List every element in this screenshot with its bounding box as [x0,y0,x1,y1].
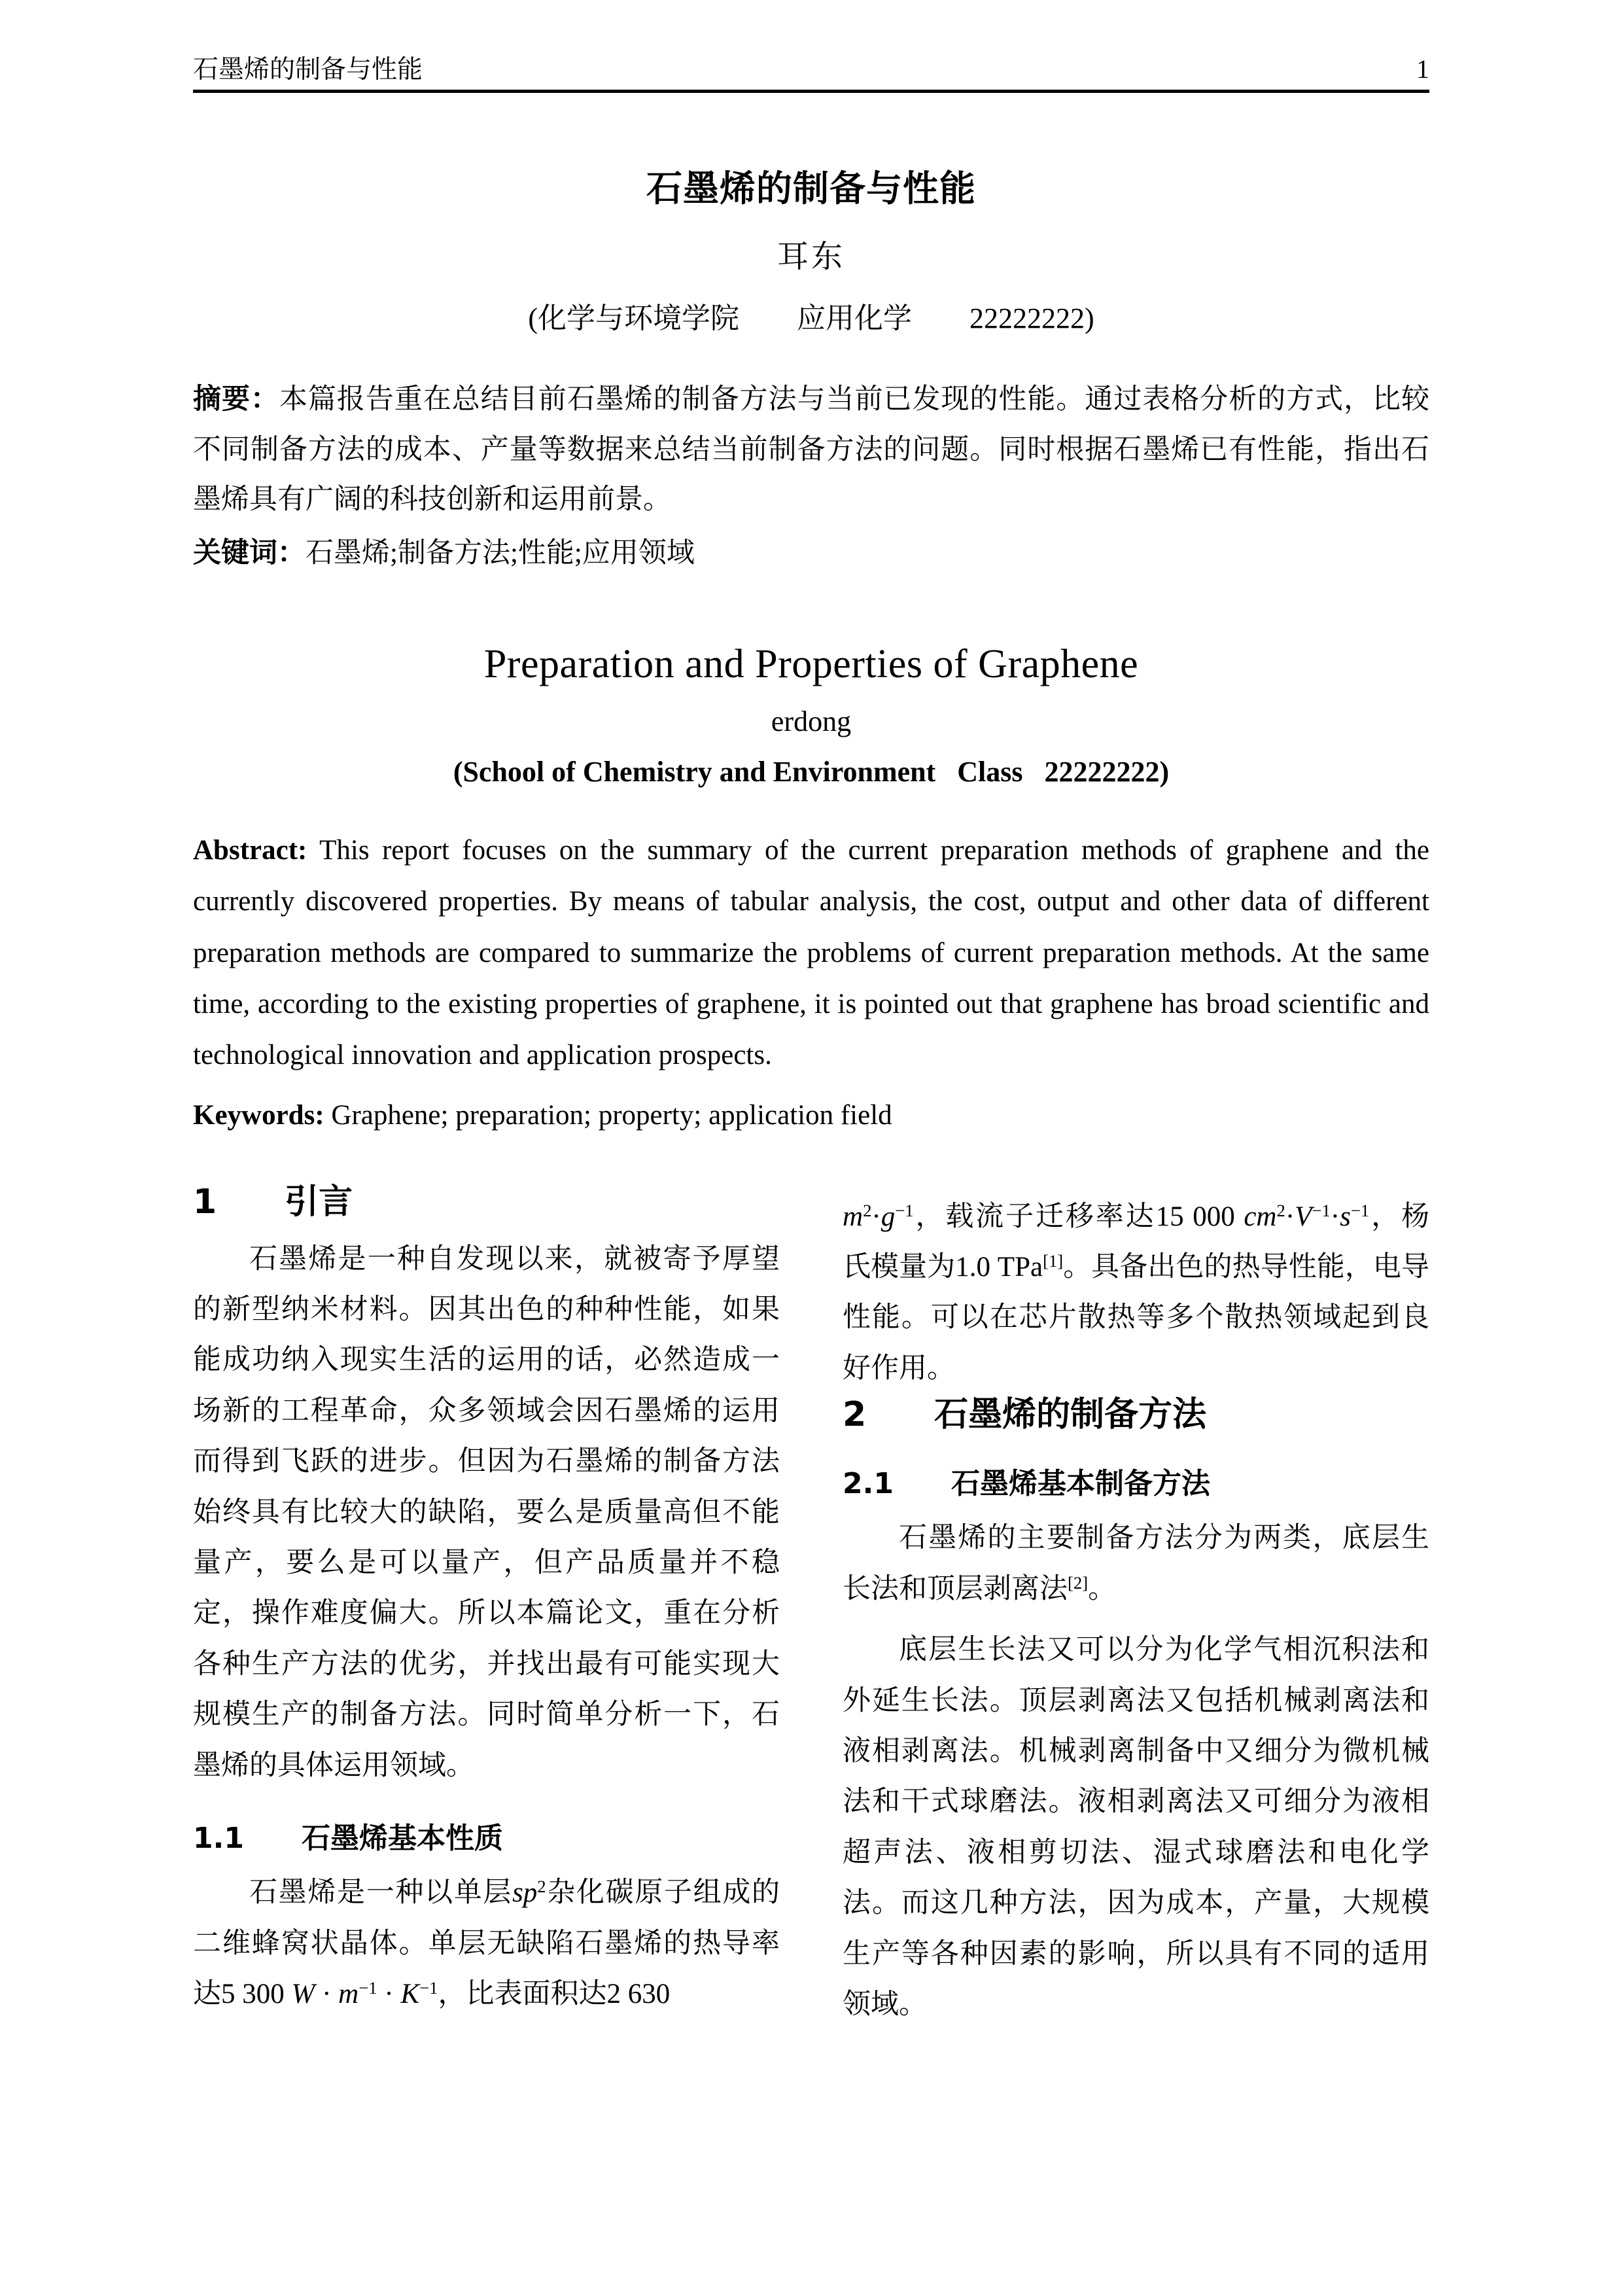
english-paper-title: Preparation and Properties of Graphene [483,642,1139,687]
paragraph-basic-properties-continued [843,1192,1429,1394]
english-author-name: erdong [771,705,852,738]
english-affiliation: (School of Chemistry and Environment Class 22222222) [453,756,1170,788]
english-abstract-block [193,825,1429,1142]
english-abstract-label: Abstract: [193,835,307,866]
para2cont-text-3: 。具备出色的热导性能，电导性能。可以在芯片散热等多个散热领域起到良好作用。 [843,1252,1429,1384]
paragraph-introduction: 石墨烯是一种自发现以来，就被寄予厚望的新型纳米材料。因其出色的种种性能，如果能成功纳入现实生活的运用的话，必然造成一场新的工程革命，众多领域会因石墨烯的运用而得到飞跃的进步。但因为石墨烯的制备方法始终具有比较大的缺陷，要么是质量高但不能量产，要么是可以量产，但产品质量并不稳定，操作难度偏大。所以本篇论文，重在分析各种生产方法的优劣，并找出最有可能实现大规模生产的制备方法。同时简单分析一下，石墨烯的具体运用领域。 [193,1243,780,1781]
section-heading-2: 2 石墨烯的制备方法 [843,1395,1207,1435]
chinese-keywords-label: 关键词： [193,536,305,569]
para2-text-3: ，比表面积达2 630 [438,1978,671,2009]
paragraph-method-classification: 底层生长法又可以分为化学气相沉积法和外延生长法。顶层剥离法又包括机械剥离法和液相剥离法。机械剥离制备中又细分为微机械法和干式球磨法。液相剥离法又可细分为液相超声法、液相剪切法、湿式球磨法和电化学法。而这几种方法，因为成本，产量，大规模生产等各种因素的影响，所以具有不同的适用领域。 [843,1634,1429,2020]
english-keywords [193,1090,1429,1141]
math-sp: sp [512,1877,538,1909]
math-unit-volt-exponent: −1 [1312,1200,1331,1220]
math-unit-cm: cm [1244,1201,1277,1232]
section-heading-2-1: 2.1 石墨烯基本制备方法 [843,1467,1210,1501]
math-unit-meter-sq: m [843,1201,864,1232]
header-divider [193,90,1429,93]
math-dot-3: · [871,1201,881,1232]
math-unit-cm-exponent: 2 [1276,1200,1285,1220]
citation-ref-1: [1] [1043,1251,1064,1271]
para3-text-1: 石墨烯的主要制备方法分为两类，底层生长法和顶层剥离法 [843,1523,1429,1604]
math-sp-exponent: 2 [537,1877,546,1897]
math-dot-1: · [315,1978,339,2009]
chinese-abstract-text: 本篇报告重在总结目前石墨烯的制备方法与当前已发现的性能。通过表格分析的方式，比较不同制备方法的成本、产量等数据来总结当前制备方法的问题。同时根据石墨烯已有性能，指出石墨烯具有广阔的科技创新和运用前景。 [193,384,1430,516]
math-unit-kelvin: K [400,1978,420,2009]
math-unit-gram: g [881,1201,896,1232]
citation-ref-2: [2] [1068,1572,1089,1593]
header-title: 石墨烯的制备与性能 [193,55,423,84]
left-column [193,1181,780,2030]
running-header [193,0,1429,82]
math-unit-volt: V [1295,1201,1312,1232]
para3-text-2: 。 [1088,1573,1117,1604]
chinese-paper-title: 石墨烯的制备与性能 [646,168,976,209]
math-unit-gram-exponent: −1 [895,1200,914,1220]
para2-text-1: 石墨烯是一种以单层 [249,1877,513,1909]
math-dot-2: · [377,1978,401,2009]
math-unit-meter-sq-exponent: 2 [863,1200,872,1220]
page-content [193,0,1429,2030]
section-heading-1: 1 引言 [193,1182,353,1222]
chinese-keywords [193,528,1429,579]
math-unit-kelvin-exponent: −1 [419,1978,438,1998]
math-unit-second-exponent: −1 [1350,1200,1370,1220]
english-abstract [193,825,1429,1081]
chinese-abstract-label: 摘要： [193,383,279,415]
chinese-affiliation: (化学与环境学院 应用化学 22222222) [528,302,1094,334]
paragraph-basic-properties [193,1867,780,2019]
header-page-number: 1 [1416,54,1429,84]
english-title-block [193,641,1429,788]
english-abstract-text: This report focuses on the summary of the current preparation methods of graphene and the currently discovered properties. By means of tabular analysis, the cost, output and other data of different preparation methods are compared to summarize the problems of current preparation methods. At the same time, according to the existing properties of graphene, it is pointed out that graphene has broad scientific and technological innovation and application prospects. [193,835,1429,1071]
chinese-abstract-block [193,374,1429,578]
english-keywords-label: Keywords: [193,1100,324,1131]
para2cont-text-1: ，载流子迁移率达15 000 [913,1201,1244,1232]
english-keywords-text: Graphene; preparation; property; application field [331,1100,892,1131]
para2-text-2: 杂化碳原子组成的二维蜂窝状晶体。单层无缺陷石墨烯的热导率达5 300 [193,1877,780,2009]
para2cont-text-2: ，杨氏模量为1.0 TPa [843,1201,1430,1283]
chinese-title-block [193,160,1429,336]
two-column-body [193,1181,1429,2030]
chinese-author-name: 耳东 [777,239,845,274]
paragraph-preparation-methods-overview [843,1513,1429,1614]
math-unit-meter-exponent: −1 [358,1978,377,1998]
section-heading-1-1: 1.1 石墨烯基本性质 [193,1821,503,1855]
math-dot-5: · [1330,1201,1340,1232]
chinese-abstract [193,374,1429,525]
math-unit-meter: m [338,1978,359,2009]
math-unit-watt: W [291,1978,315,2009]
math-dot-4: · [1285,1201,1295,1232]
right-column [843,1181,1429,2030]
chinese-keywords-text: 石墨烯;制备方法;性能;应用领域 [305,537,695,569]
math-unit-second: s [1340,1201,1351,1232]
